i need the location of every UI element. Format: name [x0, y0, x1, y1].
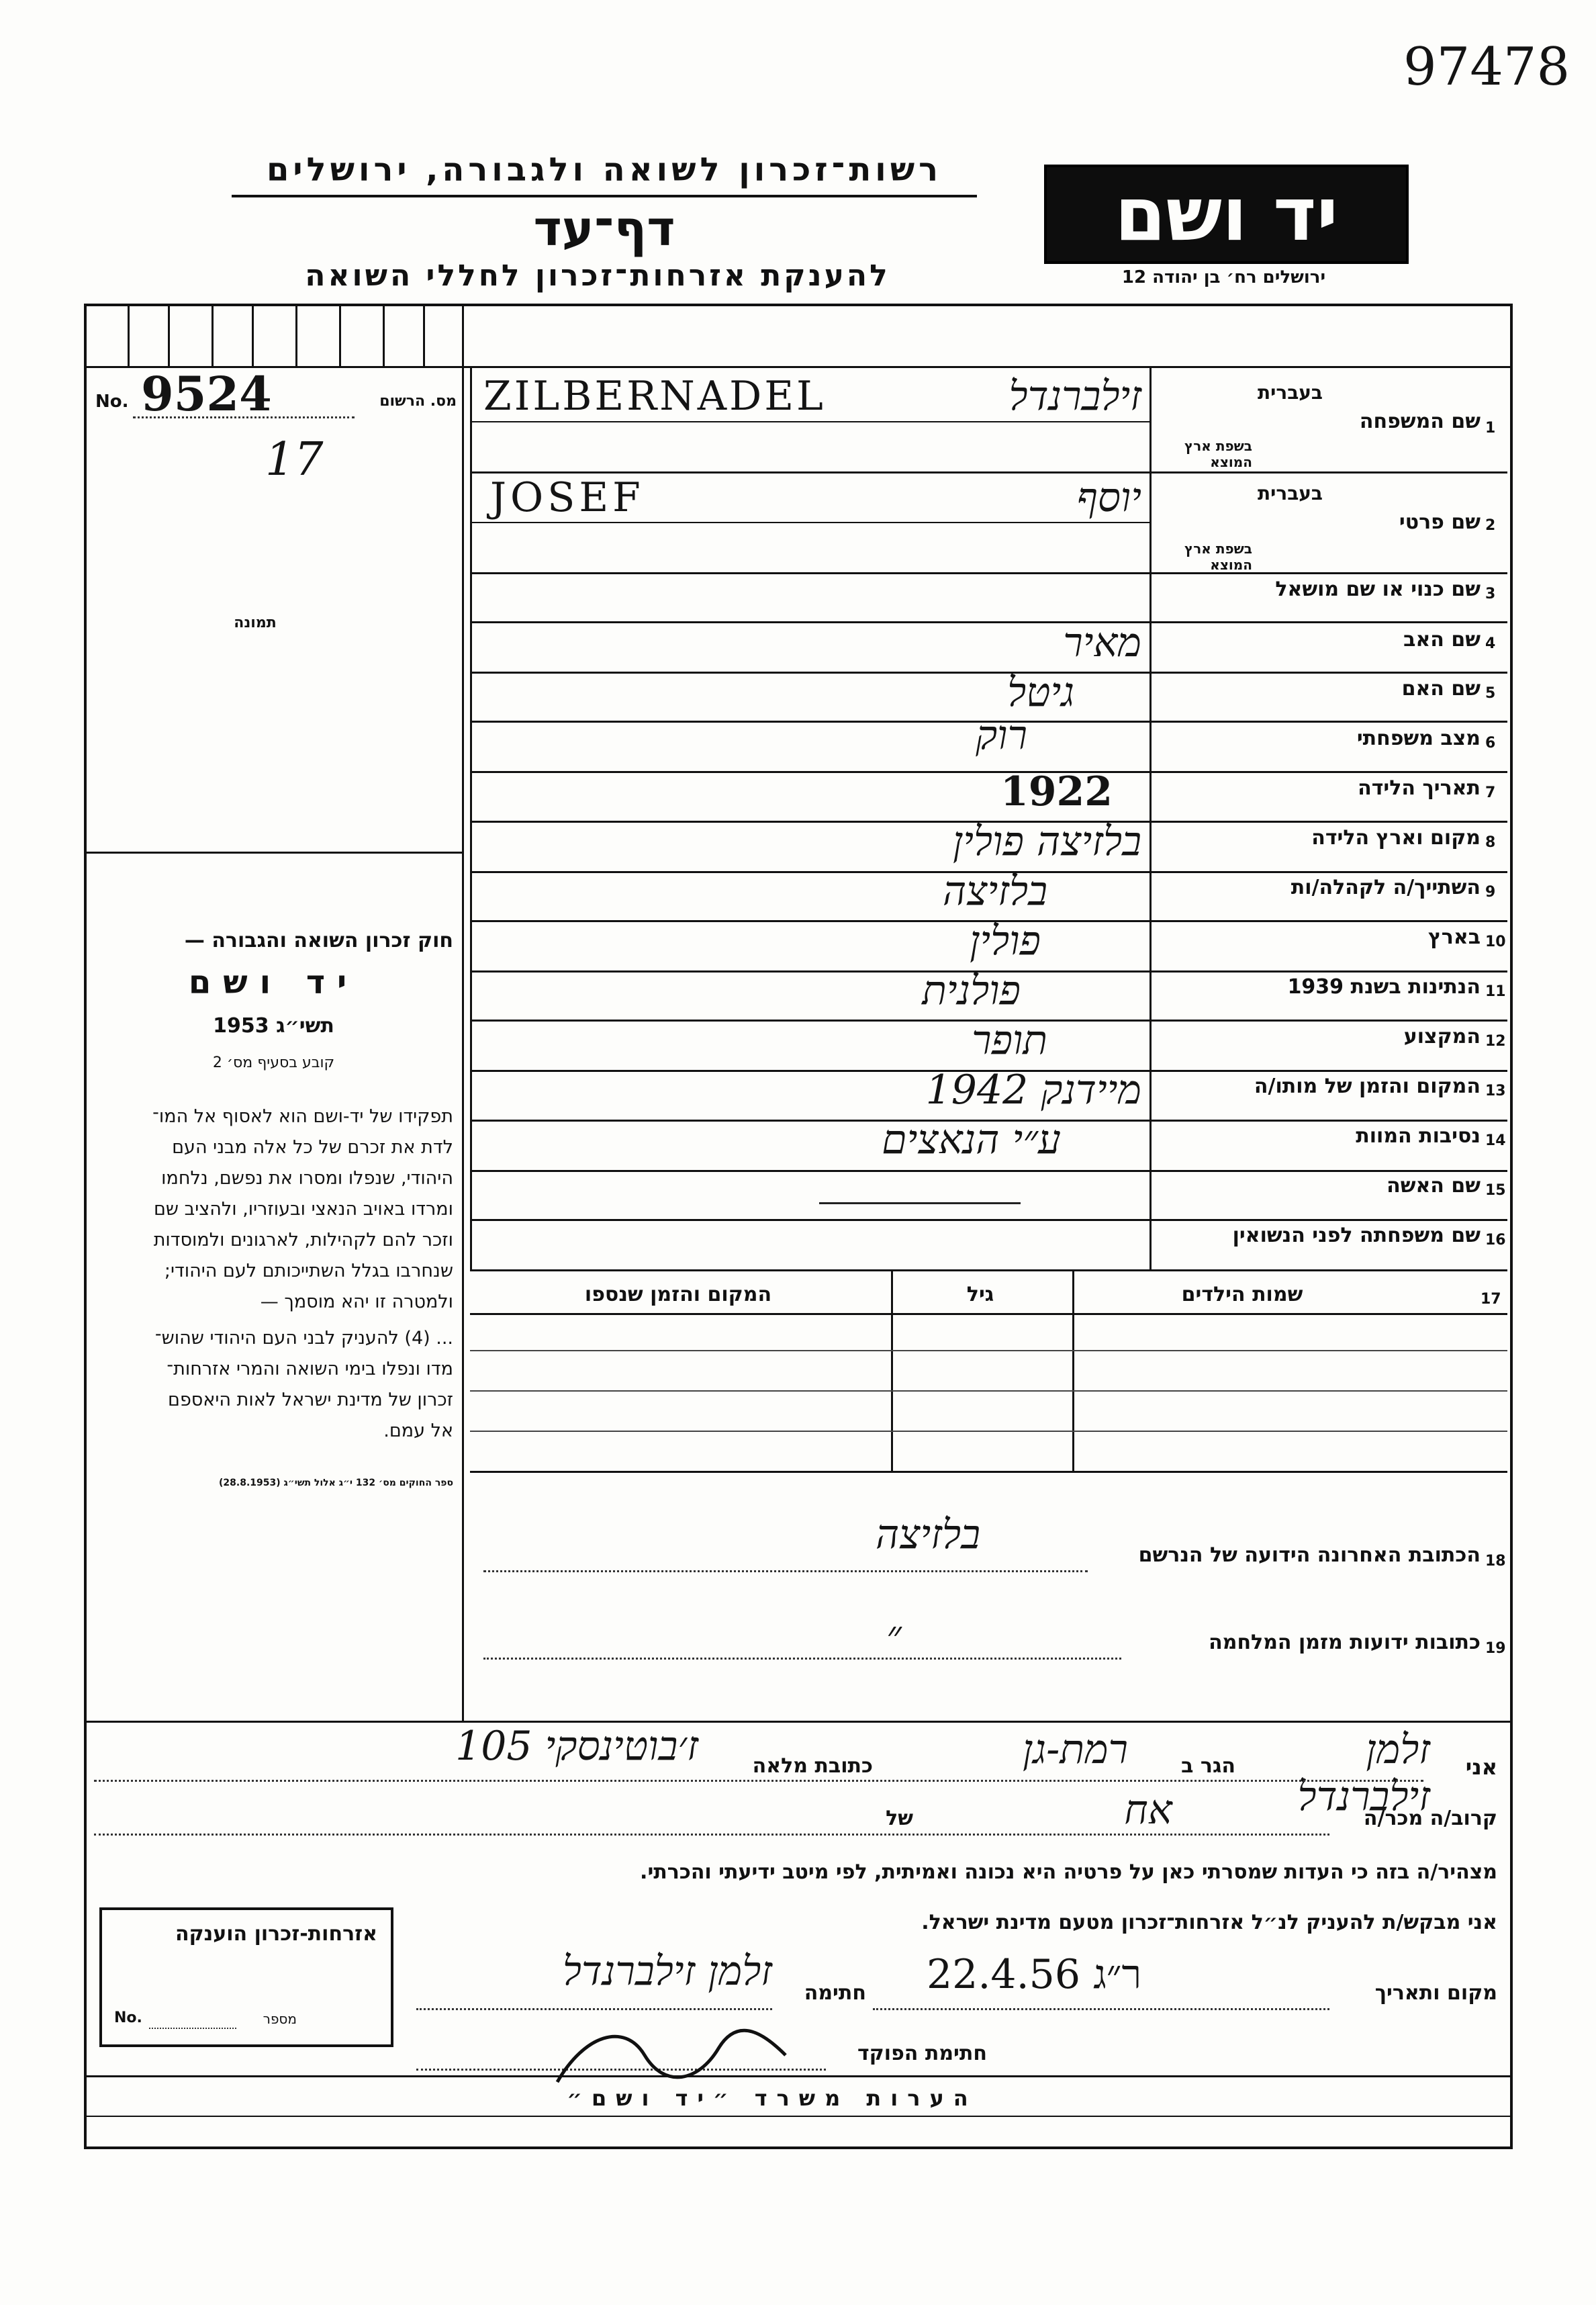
registration-dots	[133, 416, 355, 418]
declaration-request: אני מבקש/ת להעניק לנ״ל אזרחות־זכרון מטעם מדינת ישראל.	[921, 1911, 1497, 1934]
citizenship-1939-value: פולנית	[922, 967, 1021, 1014]
yad-vashem-logo: יד ושם	[1044, 165, 1409, 264]
form-title: דף־עד	[533, 200, 675, 257]
footer-line	[84, 2116, 1510, 2117]
form-subtitle: להענקת אזרחות־זכרון לחללי השואה	[305, 259, 890, 293]
law-title: חוק זכרון השואה והגבורה —	[184, 929, 453, 952]
label-column-divider	[1149, 366, 1152, 1269]
photo-label: תמונה	[234, 615, 277, 631]
archive-number: 97478	[1403, 37, 1570, 97]
footer-top-line	[84, 2075, 1510, 2077]
field-2-label: שם פרטי	[1399, 510, 1481, 534]
law-year: תשי״ג 1953	[213, 1014, 334, 1038]
death-circumstances-value: ע״י הנאצים	[882, 1116, 1061, 1163]
logo-address: ירושלים רח׳ בן יהודה 12	[1121, 267, 1326, 287]
field-2-sub-hebrew: בעברית	[1257, 482, 1323, 504]
birth-place-value: בלזיצה פולין	[953, 818, 1141, 865]
declarant-signature: זלמן זילברנדל	[562, 1948, 772, 1995]
registration-number: 9524	[141, 366, 272, 422]
citizenship-granted-box: אזרחות-זכרון הוענקה No. מספר	[99, 1907, 393, 2047]
father-name-value: מאיר	[1063, 619, 1141, 666]
firstname-latin-value: JOSEF	[490, 474, 645, 521]
relation-value: אח	[1124, 1787, 1172, 1834]
field-1-label: שם המשפחה	[1359, 410, 1481, 433]
marital-status-value: רוק	[976, 712, 1027, 759]
mother-name-value: גיטל	[1007, 669, 1074, 716]
sidebar-divider	[462, 304, 464, 1721]
declarant-name: זלמן זילברנדל	[1297, 1726, 1430, 1820]
registration-extra: 17	[265, 433, 324, 486]
law-name: יד ושם	[188, 964, 359, 1001]
field-2-sub-origin: בשפת ארץ המוצא	[1184, 541, 1252, 573]
firstname-hebrew-value: יוסף	[1076, 474, 1141, 521]
photo-box-bottom	[84, 852, 463, 854]
top-strip-line	[84, 366, 1510, 368]
community-value: בלזיצה	[942, 868, 1047, 915]
profession-value: תופר	[972, 1017, 1047, 1064]
surname-hebrew-value: זילברנדל	[1008, 373, 1141, 420]
value-column-left	[470, 366, 472, 1269]
field-1-sub-origin: בשפת ארץ המוצא	[1184, 438, 1252, 470]
declarant-street: ז׳בוטינסקי 105	[455, 1723, 698, 1770]
registration-prefix: No.	[95, 392, 129, 412]
death-place-date-value: מיידנק 1942	[925, 1067, 1141, 1114]
country-value: פולין	[970, 917, 1041, 964]
declarant-city: רמת-גן	[1022, 1726, 1128, 1773]
footer-notes-title: הערות משרד ״יד ושם״	[567, 2085, 978, 2111]
officer-signature-scribble	[544, 2008, 799, 2095]
declaration-statement: מצהיר/ה בזה כי העדות שמסרתי כאן על פרטיה היא נכונה ואמיתית, לפי מיטב ידיעתי והכרתי.	[640, 1860, 1497, 1884]
wartime-address-value: ״	[886, 1612, 902, 1659]
registration-label: מס. הרשום	[379, 393, 457, 410]
authority-title: רשות־זכרון לשואה ולגבורה, ירושלים	[266, 151, 943, 189]
birth-date-value: 1922	[1000, 768, 1113, 815]
last-address-value: בלזיצה	[875, 1511, 980, 1558]
surname-latin-value: ZILBERNADEL	[483, 373, 826, 420]
law-reference: ספר החוקים מס׳ 132 י״ג אלול תשי״ג (28.8.1953)	[219, 1478, 453, 1488]
strike-underline	[819, 1202, 1021, 1204]
authority-underline	[232, 195, 977, 197]
field-1-sub-hebrew: בעברית	[1257, 381, 1323, 404]
place-date-value: ר״ג 22.4.56	[927, 1951, 1142, 1998]
field-1-num: 1	[1485, 420, 1496, 437]
law-clause: קובע בסעיף מס׳ 2	[212, 1054, 335, 1071]
field-2-num: 2	[1485, 517, 1496, 534]
